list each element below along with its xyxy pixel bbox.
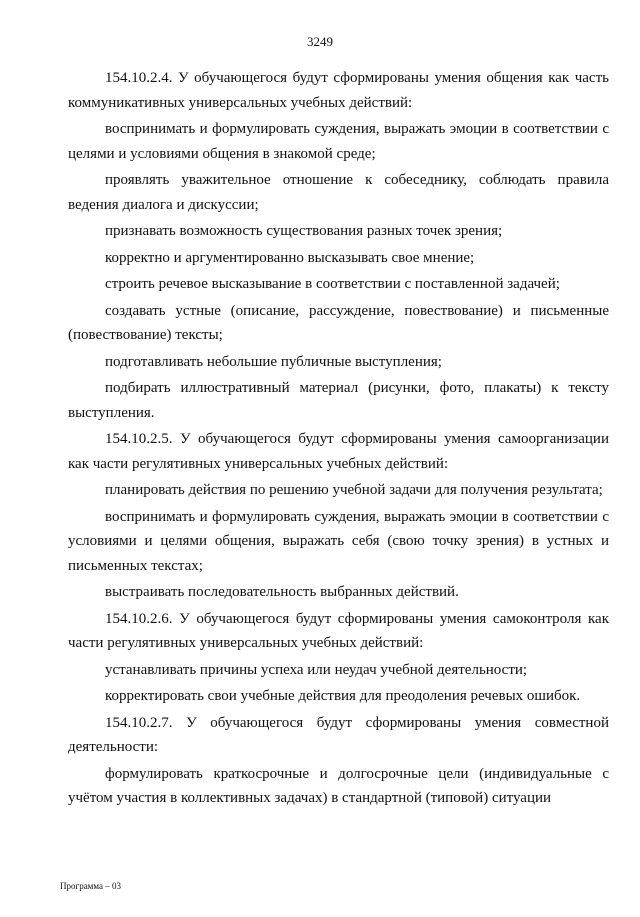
paragraph: проявлять уважительное отношение к собеседнику, соблюдать правила ведения диалога и дискуссии;: [68, 172, 609, 213]
paragraph: воспринимать и формулировать суждения, выражать эмоции в соответствии с целями и условиями общения в знакомой среде;: [68, 121, 609, 162]
paragraph: 154.10.2.5. У обучающегося будут сформированы умения самоорганизации как части регулятивных универсальных учебных действий:: [68, 431, 609, 472]
paragraph: подготавливать небольшие публичные выступления;: [105, 353, 442, 370]
paragraph: корректировать свои учебные действия для преодоления речевых ошибок.: [105, 688, 581, 704]
paragraph: 154.10.2.4. У обучающегося будут сформированы умения общения как часть коммуникативных универсальных учебных действий:: [68, 70, 609, 111]
paragraph: строить речевое высказывание в соответствии с поставленной задачей;: [105, 276, 560, 292]
paragraph: устанавливать причины успеха или неудач учебной деятельности;: [105, 661, 528, 678]
page-number: 3249: [307, 34, 333, 49]
paragraph: формулировать краткосрочные и долгосрочные цели (индивидуальные с учётом участия в коллективных задачах) в стандартной (типовой) ситуации: [68, 765, 609, 806]
body-text: [68, 66, 609, 811]
paragraph: создавать устные (описание, рассуждение, повествование) и письменные (повествование) тексты;: [68, 302, 609, 343]
paragraph: планировать действия по решению учебной задачи для получения результата;: [105, 482, 603, 498]
paragraph: корректно и аргументированно высказывать свое мнение;: [105, 249, 475, 266]
paragraph: воспринимать и формулировать суждения, выражать эмоции в соответствии с условиями и целями общения, выражать себя (свою точку зрения) в устных и письменных текстах;: [68, 508, 609, 574]
paragraph: 154.10.2.6. У обучающегося будут сформированы умения самоконтроля как части регулятивных универсальных учебных действий:: [68, 610, 609, 651]
paragraph: 154.10.2.7. У обучающегося будут сформированы умения совместной деятельности:: [68, 714, 609, 755]
footer-label: Программа – 03: [60, 881, 122, 891]
paragraph: признавать возможность существования разных точек зрения;: [105, 223, 503, 239]
paragraph: подбирать иллюстративный материал (рисунки, фото, плакаты) к тексту выступления.: [68, 380, 609, 421]
paragraph: выстраивать последовательность выбранных действий.: [105, 584, 459, 600]
